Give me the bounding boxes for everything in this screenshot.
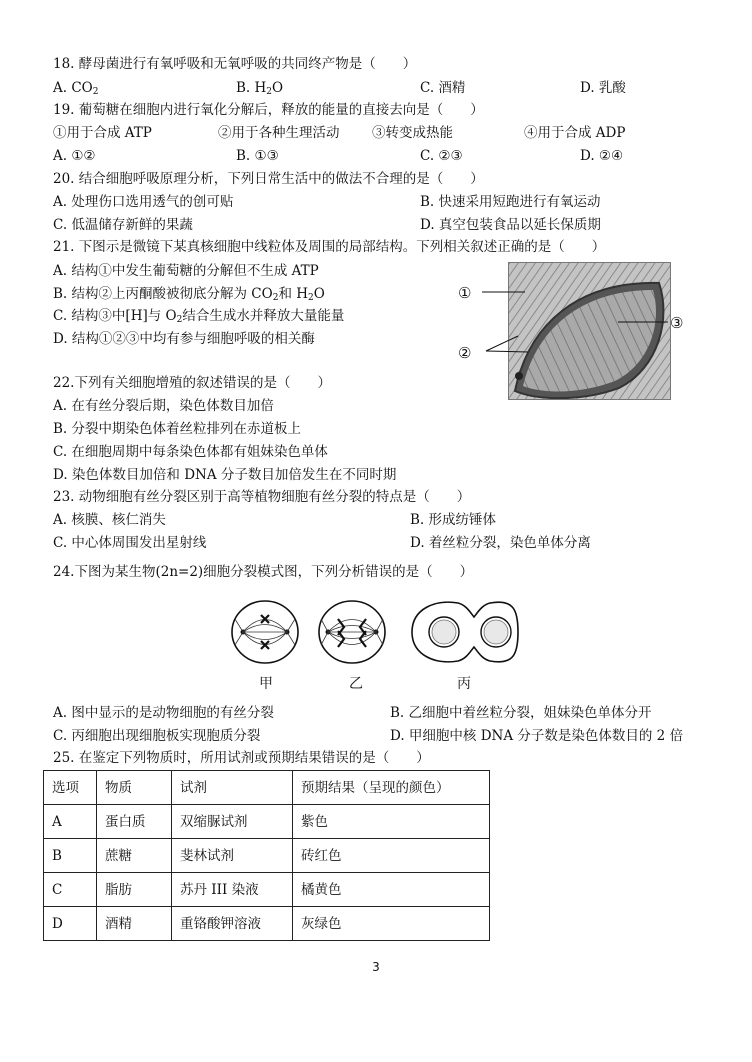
q22-option-d: D. 染色体数目加倍和 DNA 分子数目加倍发生在不同时期 [53, 467, 397, 483]
q19-option-d: D. ②④ [580, 148, 624, 164]
q23-option-c: C. 中心体周围发出星射线 [53, 535, 207, 551]
table-row [44, 805, 490, 839]
cell-reagent: 斐林试剂 [172, 839, 293, 873]
q21-option-c: C. 结构③中[H]与 $O_2$结合生成水并释放大量能量 [53, 308, 345, 325]
q18-option-a: A. $CO_2$ [53, 80, 99, 97]
cell-reagent: 双缩脲试剂 [172, 805, 293, 839]
q19-option-a: A. ①② [53, 148, 96, 164]
header-option: 选项 [44, 771, 97, 805]
q19-item-2: ②用于各种生理活动 [218, 125, 340, 141]
q23-option-a: A. 核膜、核仁消失 [53, 512, 166, 528]
cell-result: 灰绿色 [293, 907, 490, 941]
q24-option-c: C. 丙细胞出现细胞板实现胞质分裂 [53, 728, 261, 744]
q19-item-3: ③转变成热能 [372, 125, 453, 141]
q22-option-c: C. 在细胞周期中每条染色体都有姐妹染色单体 [53, 444, 328, 460]
q24-option-b: B. 乙细胞中着丝粒分裂，姐妹染色单体分开 [390, 705, 652, 721]
page-number: 3 [372, 960, 380, 974]
table-header-row [44, 771, 490, 805]
cell-bing-figure [412, 602, 518, 662]
q20-option-c: C. 低温储存新鲜的果蔬 [53, 217, 193, 233]
cell-substance: 脂肪 [97, 873, 172, 907]
header-expected-result: 预期结果（呈现的颜色） [293, 771, 490, 805]
fig-label-jia: 甲 [259, 676, 273, 692]
q18-option-d: D. 乳酸 [580, 80, 626, 96]
fig-label-bing: 丙 [457, 676, 471, 692]
q21-option-b: B. 结构②上丙酮酸被彻底分解为 $CO_2$和 $H_2O$ [53, 286, 325, 303]
table-row [44, 839, 490, 873]
q19-item-4: ④用于合成 ADP [524, 125, 626, 141]
reagent-table [43, 770, 490, 941]
table-row [44, 907, 490, 941]
label-structure-3: ③ [670, 314, 684, 332]
q24-stem: 24.下图为某生物(2n=2)细胞分裂模式图，下列分析错误的是（ ） [53, 564, 474, 580]
table-row [44, 873, 490, 907]
q22-stem: 22.下列有关细胞增殖的叙述错误的是（ ） [53, 375, 331, 391]
label-structure-1: ① [458, 284, 472, 302]
q20-option-a: A. 处理伤口选用透气的创可贴 [53, 194, 234, 210]
cell-division-diagrams [230, 597, 520, 667]
fig-label-yi: 乙 [349, 676, 363, 692]
q19-option-c: C. ②③ [420, 148, 463, 164]
label-structure-2: ② [458, 344, 472, 362]
cell-option: D [44, 907, 97, 941]
q19-item-1: ①用于合成 ATP [53, 125, 152, 141]
q18-stem: 18. 酵母菌进行有氧呼吸和无氧呼吸的共同终产物是（ ） [53, 56, 417, 72]
header-substance: 物质 [97, 771, 172, 805]
q24-option-a: A. 图中显示的是动物细胞的有丝分裂 [53, 705, 274, 721]
cell-substance: 蛋白质 [97, 805, 172, 839]
micrograph-leader-lines [470, 276, 700, 366]
cell-reagent: 重铬酸钾溶液 [172, 907, 293, 941]
q23-option-d: D. 着丝粒分裂，染色单体分离 [410, 535, 591, 551]
cell-option: A [44, 805, 97, 839]
q22-option-b: B. 分裂中期染色体着丝粒排列在赤道板上 [53, 421, 302, 437]
cell-substance: 蔗糖 [97, 839, 172, 873]
cell-option: C [44, 873, 97, 907]
cell-result: 砖红色 [293, 839, 490, 873]
q20-option-b: B. 快速采用短跑进行有氧运动 [420, 194, 601, 210]
q23-stem: 23. 动物细胞有丝分裂区别于高等植物细胞有丝分裂的特点是（ ） [53, 489, 471, 505]
q23-option-b: B. 形成纺锤体 [410, 512, 497, 528]
q19-option-b: B. ①③ [236, 148, 279, 164]
q21-option-d: D. 结构①②③中均有参与细胞呼吸的相关酶 [53, 331, 315, 347]
q18-option-c: C. 酒精 [420, 80, 466, 96]
cell-jia-figure [232, 601, 298, 663]
cell-reagent: 苏丹 III 染液 [172, 873, 293, 907]
cell-substance: 酒精 [97, 907, 172, 941]
cell-yi-figure [319, 601, 385, 663]
cell-result: 橘黄色 [293, 873, 490, 907]
cell-option: B [44, 839, 97, 873]
q22-option-a: A. 在有丝分裂后期，染色体数目加倍 [53, 398, 274, 414]
q20-option-d: D. 真空包装食品以延长保质期 [420, 217, 601, 233]
q25-stem: 25. 在鉴定下列物质时，所用试剂或预期结果错误的是（ ） [53, 750, 430, 766]
q20-stem: 20. 结合细胞呼吸原理分析，下列日常生活中的做法不合理的是（ ） [53, 171, 484, 187]
header-reagent: 试剂 [172, 771, 293, 805]
q21-stem: 21. 下图示是微镜下某真核细胞中线粒体及周围的局部结构。下列相关叙述正确的是（ ） [53, 239, 606, 255]
q19-stem: 19. 葡萄糖在细胞内进行氧化分解后，释放的能量的直接去向是（ ） [53, 102, 484, 118]
cell-result: 紫色 [293, 805, 490, 839]
q24-option-d: D. 甲细胞中核 DNA 分子数是染色体数目的 2 倍 [390, 728, 684, 744]
q21-option-a: A. 结构①中发生葡萄糖的分解但不生成 ATP [53, 263, 319, 279]
q18-option-b: B. $H_2O$ [236, 80, 284, 97]
